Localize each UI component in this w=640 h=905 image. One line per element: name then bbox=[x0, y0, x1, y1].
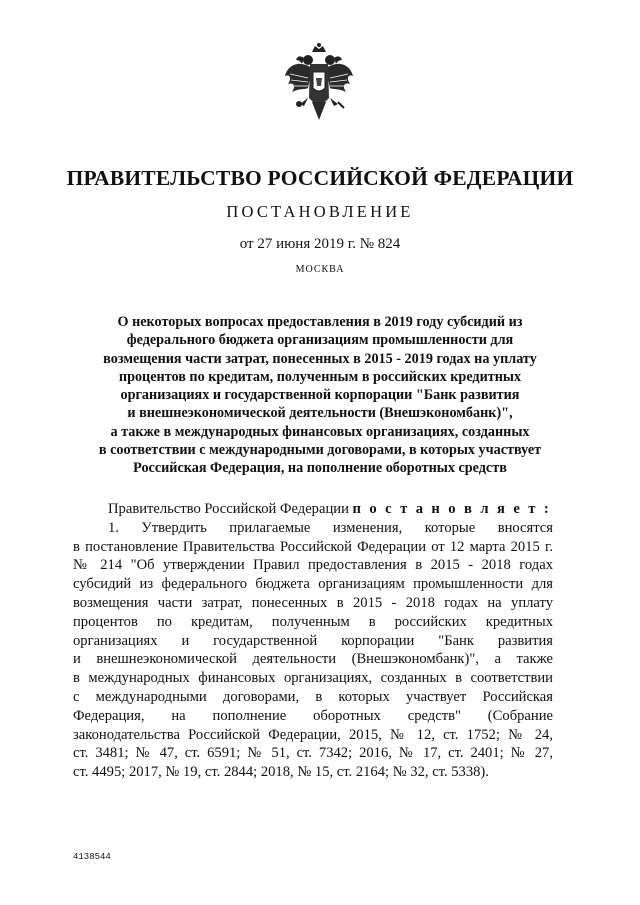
title-line: в соответствии с международными договорами, в которых участвует bbox=[98, 442, 542, 459]
body-line: процентов по кредитам, полученным в российских кредитных bbox=[73, 613, 553, 630]
title-line: федерального бюджета организациям промышленности для bbox=[126, 332, 514, 349]
body-line: и внешнеэкономической деятельности (Внешэкономбанк)", а также bbox=[73, 651, 553, 668]
title-line: и внешнеэкономической деятельности (Внешэкономбанк)", bbox=[127, 405, 513, 422]
decree-title bbox=[60, 313, 580, 478]
preamble-decrees: п о с т а н о в л я е т : bbox=[352, 501, 552, 517]
body-line: организациях и государственной корпорации "Банк развития bbox=[73, 632, 553, 649]
document-type-heading: ПОСТАНОВЛЕНИЕ bbox=[226, 202, 414, 221]
title-line: Российская Федерация, на пополнение оборотных средств bbox=[133, 460, 507, 477]
preamble bbox=[73, 500, 553, 519]
body-line: возмещения части затрат, понесенных в 2015 - 2018 годах на уплату bbox=[73, 594, 553, 611]
body-line: № 214 "Об утверждении Правил предоставления в 2015 - 2018 годах bbox=[73, 557, 553, 574]
date-and-number: от 27 июня 2019 г. № 824 bbox=[239, 236, 401, 252]
title-line: организациях и государственной корпорации "Банк развития bbox=[120, 387, 520, 404]
body-line: в международных финансовых организациях, созданных в соответствии bbox=[73, 670, 553, 687]
body-line: с международными договорами, в которых участвует Российская bbox=[73, 688, 553, 705]
body-line: Федерация, на пополнение оборотных средств" (Собрание bbox=[73, 707, 553, 724]
body-line: субсидий из федерального бюджета организациям промышленности для bbox=[73, 576, 553, 593]
document-number-footer: 4138544 bbox=[73, 852, 111, 862]
body-line: ст. 3481; № 47, ст. 6591; № 51, ст. 7342; 2016, № 17, ст. 2401; № 27, bbox=[73, 745, 553, 762]
title-line: а также в международных финансовых организациях, созданных bbox=[110, 423, 530, 440]
city-label: МОСКВА bbox=[295, 264, 345, 275]
body-line: 1. Утвердить прилагаемые изменения, которые вносятся bbox=[108, 519, 553, 536]
preamble-text: Правительство Российской Федерации bbox=[108, 501, 353, 517]
title-line: О некоторых вопросах предоставления в 2019 году субсидий из bbox=[117, 314, 523, 330]
government-name-heading: ПРАВИТЕЛЬСТВО РОССИЙСКОЙ ФЕДЕРАЦИИ bbox=[66, 166, 574, 190]
body-line: законодательства Российской Федерации, 2015, № 12, ст. 1752; № 24, bbox=[73, 726, 553, 743]
body-line: в постановление Правительства Российской Федерации от 12 марта 2015 г. bbox=[73, 538, 553, 555]
title-line: возмещения части затрат, понесенных в 2015 - 2019 годах на уплату bbox=[103, 350, 537, 367]
body-line: ст. 4495; 2017, № 19, ст. 2844; 2018, № 15, ст. 2164; № 32, ст. 5338). bbox=[73, 764, 489, 781]
coat-of-arms-emblem bbox=[282, 42, 356, 124]
title-line: процентов по кредитам, полученным в российских кредитных bbox=[118, 368, 522, 385]
decree-body bbox=[73, 500, 553, 782]
